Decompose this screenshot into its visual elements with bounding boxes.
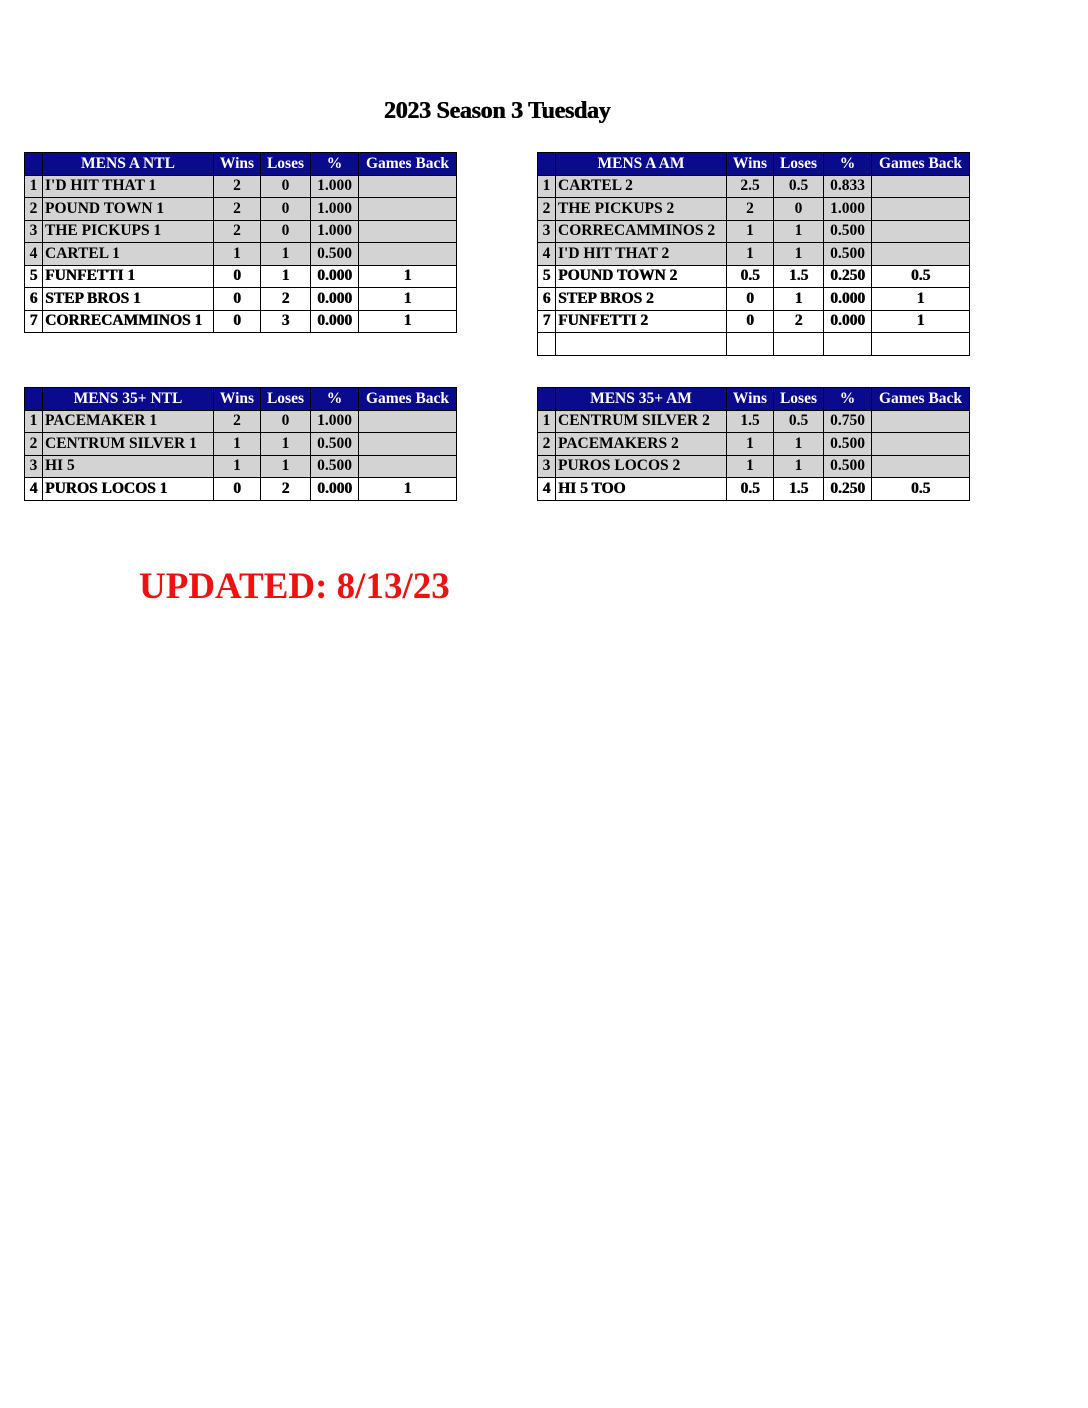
loses-header: Loses <box>261 153 311 176</box>
team-cell: CENTRUM SILVER 2 <box>556 410 727 433</box>
wins-header: Wins <box>214 388 261 411</box>
pct-cell: 0.000 <box>311 310 359 333</box>
standings-table-mens-a-am <box>537 152 970 356</box>
loses-cell: 1 <box>774 455 824 478</box>
table-header-row <box>538 153 970 176</box>
rank-cell <box>538 333 556 356</box>
loses-cell: 0.5 <box>774 175 824 198</box>
rank-cell: 2 <box>25 198 43 221</box>
loses-cell: 3 <box>261 310 311 333</box>
table-row <box>538 433 970 456</box>
wins-cell: 2 <box>214 410 261 433</box>
loses-header: Loses <box>774 153 824 176</box>
table-row <box>25 220 457 243</box>
loses-cell: 1.5 <box>774 265 824 288</box>
loses-cell: 1 <box>261 265 311 288</box>
loses-cell: 0 <box>261 198 311 221</box>
table-row-empty <box>538 333 970 356</box>
updated-date: UPDATED: 8/13/23 <box>139 566 450 607</box>
table-row <box>538 220 970 243</box>
pct-cell: 1.000 <box>824 198 872 221</box>
wins-cell: 1 <box>727 455 774 478</box>
pct-cell: 0.750 <box>824 410 872 433</box>
games-back-cell <box>872 243 970 266</box>
pct-header: % <box>311 388 359 411</box>
wins-cell: 1 <box>214 243 261 266</box>
pct-cell: 0.000 <box>824 288 872 311</box>
loses-cell: 0 <box>261 410 311 433</box>
table-row <box>25 410 457 433</box>
wins-cell: 0 <box>214 478 261 501</box>
rank-cell: 7 <box>538 310 556 333</box>
pct-cell: 0.500 <box>311 455 359 478</box>
games-back-header: Games Back <box>359 153 457 176</box>
wins-cell: 1.5 <box>727 410 774 433</box>
table-row <box>25 265 457 288</box>
wins-cell: 1 <box>727 243 774 266</box>
table-row <box>25 455 457 478</box>
table-row <box>538 478 970 501</box>
pct-cell: 0.500 <box>824 455 872 478</box>
team-cell: STEP BROS 2 <box>556 288 727 311</box>
loses-cell: 0.5 <box>774 410 824 433</box>
rank-cell: 1 <box>538 410 556 433</box>
games-back-cell <box>359 433 457 456</box>
team-cell: PACEMAKER 1 <box>43 410 214 433</box>
team-cell: POUND TOWN 1 <box>43 198 214 221</box>
wins-cell: 0 <box>214 265 261 288</box>
team-cell <box>556 333 727 356</box>
standings-table-mens-35-am <box>537 387 970 501</box>
rank-cell: 6 <box>25 288 43 311</box>
games-back-cell <box>872 198 970 221</box>
wins-cell <box>727 333 774 356</box>
games-back-cell <box>359 410 457 433</box>
games-back-header: Games Back <box>359 388 457 411</box>
table-row <box>538 455 970 478</box>
team-cell: I'D HIT THAT 1 <box>43 175 214 198</box>
loses-cell: 0 <box>774 198 824 221</box>
division-header: MENS 35+ NTL <box>43 388 214 411</box>
pct-header: % <box>824 388 872 411</box>
games-back-cell: 1 <box>872 288 970 311</box>
team-cell: STEP BROS 1 <box>43 288 214 311</box>
pct-cell: 0.500 <box>311 243 359 266</box>
loses-header: Loses <box>261 388 311 411</box>
games-back-cell: 1 <box>872 310 970 333</box>
loses-cell: 1 <box>774 243 824 266</box>
team-cell: THE PICKUPS 2 <box>556 198 727 221</box>
table-row <box>25 433 457 456</box>
games-back-cell <box>872 333 970 356</box>
team-cell: PUROS LOCOS 2 <box>556 455 727 478</box>
loses-cell: 0 <box>261 220 311 243</box>
team-cell: HI 5 <box>43 455 214 478</box>
rank-cell: 4 <box>538 478 556 501</box>
wins-cell: 2 <box>214 198 261 221</box>
division-header: MENS A NTL <box>43 153 214 176</box>
wins-cell: 1 <box>214 455 261 478</box>
loses-cell: 2 <box>261 288 311 311</box>
rank-header <box>25 388 43 411</box>
pct-cell: 0.500 <box>824 433 872 456</box>
wins-cell: 1 <box>727 220 774 243</box>
rank-cell: 4 <box>25 478 43 501</box>
team-cell: I'D HIT THAT 2 <box>556 243 727 266</box>
rank-cell: 5 <box>538 265 556 288</box>
table-row <box>538 198 970 221</box>
pct-cell: 1.000 <box>311 175 359 198</box>
table-row <box>538 265 970 288</box>
table-row <box>25 310 457 333</box>
games-back-cell: 1 <box>359 288 457 311</box>
pct-cell <box>824 333 872 356</box>
games-back-cell <box>359 243 457 266</box>
team-cell: CARTEL 2 <box>556 175 727 198</box>
pct-cell: 0.000 <box>824 310 872 333</box>
games-back-header: Games Back <box>872 388 970 411</box>
games-back-cell: 1 <box>359 265 457 288</box>
loses-cell: 2 <box>261 478 311 501</box>
games-back-cell <box>359 455 457 478</box>
wins-cell: 1 <box>727 433 774 456</box>
rank-cell: 3 <box>25 455 43 478</box>
table-row <box>25 175 457 198</box>
division-header: MENS 35+ AM <box>556 388 727 411</box>
wins-cell: 2 <box>214 175 261 198</box>
games-back-cell <box>359 198 457 221</box>
pct-header: % <box>824 153 872 176</box>
table-header-row <box>25 153 457 176</box>
wins-cell: 0 <box>214 288 261 311</box>
games-back-cell <box>872 410 970 433</box>
games-back-cell <box>872 433 970 456</box>
rank-cell: 7 <box>25 310 43 333</box>
rank-cell: 5 <box>25 265 43 288</box>
rank-cell: 3 <box>538 220 556 243</box>
wins-cell: 0.5 <box>727 478 774 501</box>
loses-cell: 0 <box>261 175 311 198</box>
team-cell: CARTEL 1 <box>43 243 214 266</box>
pct-header: % <box>311 153 359 176</box>
team-cell: PUROS LOCOS 1 <box>43 478 214 501</box>
pct-cell: 0.500 <box>311 433 359 456</box>
pct-cell: 0.500 <box>824 220 872 243</box>
rank-header <box>538 388 556 411</box>
table-header-row <box>538 388 970 411</box>
games-back-cell <box>872 455 970 478</box>
team-cell: CORRECAMMINOS 1 <box>43 310 214 333</box>
pct-cell: 0.500 <box>824 243 872 266</box>
wins-cell: 2 <box>727 198 774 221</box>
pct-cell: 1.000 <box>311 220 359 243</box>
team-cell: FUNFETTI 1 <box>43 265 214 288</box>
loses-cell: 1 <box>261 433 311 456</box>
rank-header <box>25 153 43 176</box>
pct-cell: 0.833 <box>824 175 872 198</box>
team-cell: FUNFETTI 2 <box>556 310 727 333</box>
loses-cell: 1.5 <box>774 478 824 501</box>
wins-header: Wins <box>727 153 774 176</box>
pct-cell: 0.000 <box>311 478 359 501</box>
pct-cell: 0.000 <box>311 288 359 311</box>
games-back-cell: 1 <box>359 478 457 501</box>
team-cell: CENTRUM SILVER 1 <box>43 433 214 456</box>
loses-cell: 2 <box>774 310 824 333</box>
pct-cell: 0.250 <box>824 478 872 501</box>
games-back-cell <box>872 175 970 198</box>
rank-cell: 6 <box>538 288 556 311</box>
wins-header: Wins <box>727 388 774 411</box>
wins-cell: 0 <box>727 288 774 311</box>
games-back-cell: 1 <box>359 310 457 333</box>
wins-cell: 2 <box>214 220 261 243</box>
rank-header <box>538 153 556 176</box>
games-back-cell: 0.5 <box>872 478 970 501</box>
division-header: MENS A AM <box>556 153 727 176</box>
games-back-cell <box>872 220 970 243</box>
team-cell: PACEMAKERS 2 <box>556 433 727 456</box>
loses-header: Loses <box>774 388 824 411</box>
rank-cell: 1 <box>25 410 43 433</box>
pct-cell: 1.000 <box>311 198 359 221</box>
team-cell: HI 5 TOO <box>556 478 727 501</box>
rank-cell: 2 <box>538 433 556 456</box>
games-back-header: Games Back <box>872 153 970 176</box>
table-row <box>25 243 457 266</box>
pct-cell: 0.000 <box>311 265 359 288</box>
table-row <box>538 175 970 198</box>
rank-cell: 3 <box>25 220 43 243</box>
rank-cell: 2 <box>538 198 556 221</box>
page-title: 2023 Season 3 Tuesday <box>383 98 611 124</box>
games-back-cell <box>359 220 457 243</box>
rank-cell: 1 <box>25 175 43 198</box>
wins-cell: 1 <box>214 433 261 456</box>
games-back-cell: 0.5 <box>872 265 970 288</box>
table-header-row <box>25 388 457 411</box>
rank-cell: 2 <box>25 433 43 456</box>
table-row <box>538 310 970 333</box>
rank-cell: 4 <box>25 243 43 266</box>
table-row <box>538 410 970 433</box>
team-cell: THE PICKUPS 1 <box>43 220 214 243</box>
team-cell: CORRECAMMINOS 2 <box>556 220 727 243</box>
wins-cell: 2.5 <box>727 175 774 198</box>
standings-table-mens-35-ntl <box>24 387 457 501</box>
table-row <box>25 288 457 311</box>
rank-cell: 4 <box>538 243 556 266</box>
pct-cell: 1.000 <box>311 410 359 433</box>
loses-cell: 1 <box>774 288 824 311</box>
games-back-cell <box>359 175 457 198</box>
wins-cell: 0 <box>214 310 261 333</box>
table-row <box>25 478 457 501</box>
loses-cell: 1 <box>261 455 311 478</box>
table-row <box>538 243 970 266</box>
loses-cell <box>774 333 824 356</box>
wins-header: Wins <box>214 153 261 176</box>
rank-cell: 3 <box>538 455 556 478</box>
loses-cell: 1 <box>774 433 824 456</box>
wins-cell: 0.5 <box>727 265 774 288</box>
standings-table-mens-a-ntl <box>24 152 457 333</box>
loses-cell: 1 <box>774 220 824 243</box>
table-row <box>25 198 457 221</box>
team-cell: POUND TOWN 2 <box>556 265 727 288</box>
pct-cell: 0.250 <box>824 265 872 288</box>
rank-cell: 1 <box>538 175 556 198</box>
wins-cell: 0 <box>727 310 774 333</box>
table-row <box>538 288 970 311</box>
loses-cell: 1 <box>261 243 311 266</box>
